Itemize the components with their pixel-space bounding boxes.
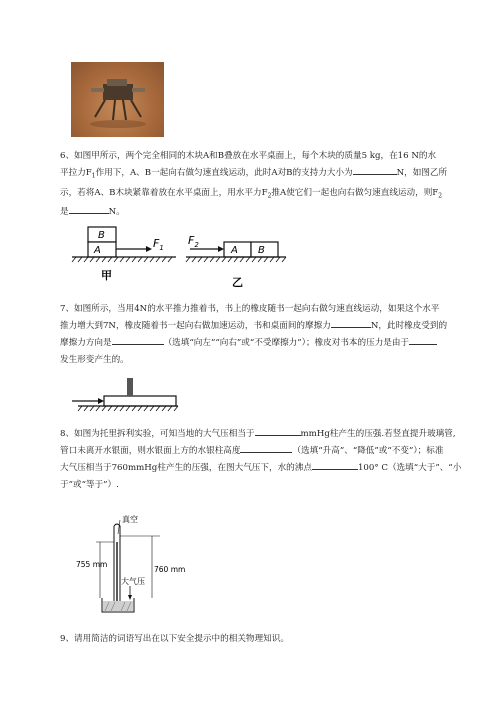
q7-blank-1[interactable] — [331, 318, 371, 328]
q8-line1 — [60, 426, 470, 443]
block-a-bottom — [88, 242, 116, 257]
label-755mm: 755 mm — [76, 560, 108, 569]
q9-line1: 9、请用简洁的词语写出在以下安全提示中的相关物理知识。 — [60, 634, 289, 644]
q8-line2-part2: （选填“升高”、“降低”或“不变”）；标准 — [292, 446, 444, 456]
q6-line3-part1: 示，若将A、B木块紧靠着放在水平桌面上，用水平力F — [60, 187, 268, 198]
lander-photo — [71, 62, 164, 137]
fig-jia-label: 甲 — [101, 269, 112, 282]
q8-line3-part1: 大气压相当于760mmHg柱产生的压强，在图大气压下，水的沸点 — [60, 463, 312, 473]
atm-label: 大气压 — [121, 577, 145, 586]
label-760mm: 760 mm — [154, 565, 186, 574]
book-block — [104, 396, 176, 406]
torricelli-figure — [74, 512, 194, 622]
mercury-in-trough — [103, 601, 133, 611]
question-7 — [60, 301, 470, 369]
q6-line3-part2: 推A使它们一起也向右做匀速直线运动，则F — [271, 187, 439, 198]
q8-line2-part1: 管口未离开水银面，则水银面上方的水银柱高度 — [60, 446, 241, 456]
hatch-jia — [72, 257, 172, 262]
q6-f1-subscript: 1 — [91, 172, 96, 180]
fig-yi-label: 乙 — [232, 276, 243, 289]
q6-figure — [68, 224, 288, 292]
q7-line4: 发生形变产生的。 — [60, 355, 129, 365]
eraser-block — [127, 378, 133, 396]
q6-line2-part3: N，如图乙所 — [396, 168, 448, 178]
q6-line1: 6、如图甲所示，两个完全相同的木块A和B叠放在水平桌面上，每个木块的质量5 kg，在16 N的水 — [60, 151, 437, 161]
q8-blank-2[interactable] — [240, 443, 292, 453]
vacuum-label: 真空 — [122, 515, 138, 524]
question-8 — [60, 426, 470, 494]
q7-line2-part2: N，此时橡皮受到的 — [370, 321, 448, 331]
f1-label: $F_1$ — [153, 237, 164, 252]
q6-blank-2[interactable] — [69, 204, 109, 214]
question-6 — [60, 148, 470, 221]
block-b-label: B — [98, 230, 105, 241]
q8-blank-3[interactable] — [312, 460, 358, 470]
q8-line3-part2: 100° C（选填“大于”、“小 — [357, 463, 462, 473]
q8-line1-part2: mmHg柱产生的压强.若竖直提升玻璃管, — [300, 429, 456, 439]
q7-line3 — [60, 335, 470, 352]
q6-line4-part1: 是 — [60, 207, 69, 218]
atm-arrowhead — [128, 595, 132, 600]
block-a-side-label: A — [231, 245, 238, 256]
q7-line3-part2: （选填“向左”“向右”或“不受摩擦力”）；橡皮对书本的压力是由于 — [163, 338, 410, 348]
block-b-side-label: B — [258, 245, 265, 256]
hatch-yi — [186, 257, 286, 262]
q8-line4: 于”或“等于”）. — [60, 480, 119, 490]
q6-line4-part2: N。 — [108, 207, 125, 218]
f1-arrowhead — [146, 246, 152, 252]
q7-line2 — [60, 318, 470, 335]
f2-label: $F_2$ — [188, 234, 199, 249]
q7-line3-part1: 摩擦力方向是 — [60, 338, 112, 348]
hatch-q7 — [78, 406, 178, 411]
q7-line2-part1: 推力增大到7N，橡皮随着书一起向右做加速运动，书和桌面间的摩擦力 — [60, 321, 331, 331]
q6-f2-subscript: 2 — [267, 192, 272, 200]
q7-blank-2[interactable] — [112, 335, 164, 345]
f2-arrowhead — [218, 246, 224, 252]
q7-line1: 7、如图所示，当用4N的水平推力推着书，书上的橡皮随书一起向右做匀速直线运动，如果这个水平 — [60, 304, 440, 314]
q8-blank-1[interactable] — [255, 426, 301, 436]
q6-line2-part1: 平拉力F — [60, 168, 92, 178]
q6-f2-subscript-2: 2 — [438, 192, 443, 200]
q6-line3 — [60, 185, 470, 205]
q7-figure — [68, 372, 180, 412]
q6-line2 — [60, 165, 470, 185]
q6-blank-1[interactable] — [353, 165, 397, 175]
q8-line2 — [60, 443, 470, 460]
question-9 — [60, 631, 470, 648]
q8-line1-part1: 8、如图为托里拆利实验，可知当地的大气压相当于 — [60, 429, 255, 439]
block-a-label: A — [94, 245, 101, 256]
q8-line3 — [60, 460, 470, 477]
q6-line4 — [60, 204, 470, 221]
push-arrowhead — [98, 398, 104, 404]
q7-blank-3[interactable] — [409, 335, 437, 345]
q6-line2-part2: 作用下，A、B一起向右做匀速直线运动，此时A对B的支持力大小为 — [95, 168, 353, 178]
